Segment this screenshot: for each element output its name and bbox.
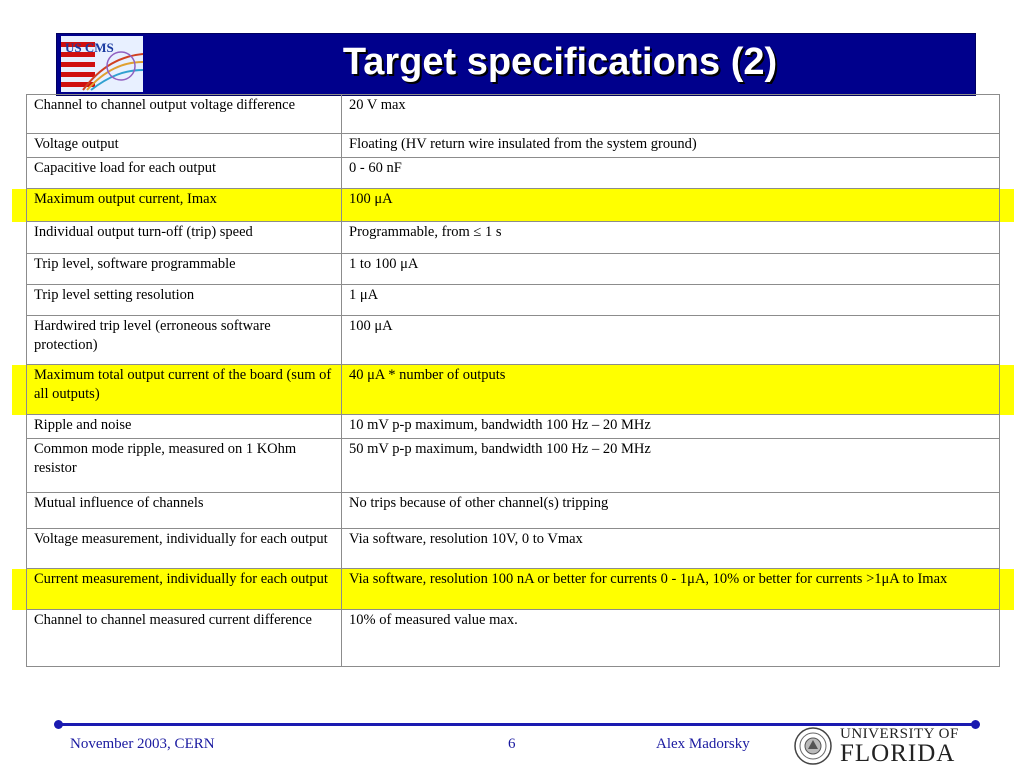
spec-row [27,610,1000,667]
spec-row [27,439,1000,493]
footer-date-place: November 2003, CERN [70,736,215,752]
university-line2: FLORIDA [840,740,956,767]
university-line1: UNIVERSITY OF [840,726,959,742]
spec-value: Programmable, from ≤ 1 s [342,222,1000,254]
spec-value: 20 V max [342,95,1000,134]
spec-value: 10 mV p-p maximum, bandwidth 100 Hz – 20 MHz [342,415,1000,439]
spec-table [26,94,1000,667]
university-logo [840,726,959,766]
spec-parameter: Current measurement, individually for each output [27,569,342,610]
footer-page-number: 6 [508,736,516,752]
spec-value: 100 μA [342,316,1000,365]
slide-title: Target specifications (2) [342,41,778,83]
spec-value: 50 mV p-p maximum, bandwidth 100 Hz – 20 MHz [342,439,1000,493]
logo-text: US CMS [65,40,114,55]
spec-parameter: Common mode ripple, measured on 1 KOhm resistor [27,439,342,493]
spec-value: No trips because of other channel(s) tripping [342,493,1000,529]
spec-parameter: Mutual influence of channels [27,493,342,529]
spec-value: 100 μA [342,189,1000,222]
university-seal-icon [794,727,832,765]
footer-author: Alex Madorsky [656,736,750,752]
spec-parameter: Maximum output current, Imax [27,189,342,222]
spec-value: 40 μA * number of outputs [342,365,1000,415]
spec-row [27,158,1000,189]
spec-row [27,529,1000,569]
spec-parameter: Hardwired trip level (erroneous software protection) [27,316,342,365]
spec-parameter: Voltage measurement, individually for each output [27,529,342,569]
spec-value: 10% of measured value max. [342,610,1000,667]
spec-parameter: Trip level, software programmable [27,254,342,285]
spec-row [27,569,1000,610]
spec-value: Via software, resolution 10V, 0 to Vmax [342,529,1000,569]
spec-value: Via software, resolution 100 nA or better for currents 0 - 1μA, 10% or better for currents >1μA to Imax [342,569,1000,610]
spec-row [27,285,1000,316]
spec-parameter: Ripple and noise [27,415,342,439]
us-cms-logo [61,36,143,92]
spec-row [27,134,1000,158]
spec-parameter: Maximum total output current of the board (sum of all outputs) [27,365,342,415]
spec-parameter: Trip level setting resolution [27,285,342,316]
spec-row [27,365,1000,415]
spec-parameter: Capacitive load for each output [27,158,342,189]
spec-value: Floating (HV return wire insulated from the system ground) [342,134,1000,158]
spec-parameter: Channel to channel output voltage difference [27,95,342,134]
footer-rule [58,723,976,726]
spec-parameter: Channel to channel measured current difference [27,610,342,667]
spec-row [27,415,1000,439]
spec-value: 1 μA [342,285,1000,316]
spec-row [27,222,1000,254]
spec-row [27,254,1000,285]
spec-value: 0 - 60 nF [342,158,1000,189]
spec-row [27,316,1000,365]
spec-value: 1 to 100 μA [342,254,1000,285]
spec-row [27,189,1000,222]
spec-row [27,95,1000,134]
spec-parameter: Individual output turn-off (trip) speed [27,222,342,254]
spec-parameter: Voltage output [27,134,342,158]
spec-row [27,493,1000,529]
